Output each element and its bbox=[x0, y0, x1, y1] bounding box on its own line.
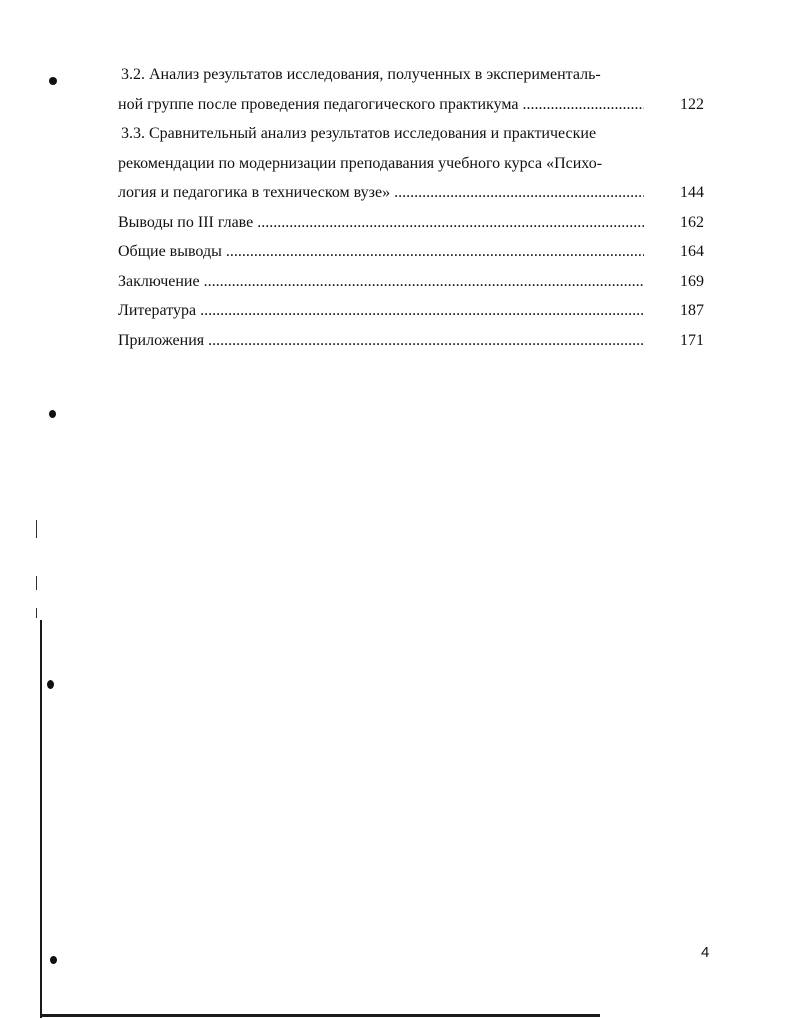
dot-leader bbox=[204, 267, 644, 297]
toc-page-number: 169 bbox=[680, 272, 704, 290]
toc-entry-line: рекомендации по модернизации преподавания учебного курса «Психо- bbox=[118, 154, 603, 172]
toc-entry-general-conclusions bbox=[118, 237, 704, 267]
toc-page-number: 162 bbox=[680, 213, 704, 231]
toc-page-number: 171 bbox=[680, 331, 704, 349]
toc-entry-literature bbox=[118, 296, 704, 326]
toc-entry-last-line bbox=[118, 90, 704, 120]
toc-entry-last-line bbox=[118, 208, 704, 238]
dot-leader bbox=[200, 296, 644, 326]
binding-hole-mark bbox=[49, 77, 57, 85]
scan-artifact bbox=[36, 576, 37, 590]
toc-entry-text: Литература bbox=[118, 302, 197, 319]
scan-artifact bbox=[36, 520, 37, 538]
toc-entry-text: логия и педагогика в техническом вузе» bbox=[118, 184, 391, 201]
dot-leader bbox=[522, 90, 644, 120]
toc-entry-text: Заключение bbox=[118, 272, 200, 290]
toc-page-number: 122 bbox=[680, 95, 704, 113]
toc-entry-text: Общие выводы bbox=[118, 243, 222, 260]
toc-entry-line: 3.3. Сравнительный анализ результатов исследования и практические bbox=[121, 125, 597, 142]
scan-artifact bbox=[36, 608, 37, 618]
binding-hole-mark bbox=[47, 680, 54, 689]
toc-entry-last-line bbox=[118, 296, 704, 326]
toc-page-number: 164 bbox=[680, 243, 704, 260]
toc-entry-conclusions-ch3 bbox=[118, 208, 704, 238]
toc-entry-3-2 bbox=[118, 60, 704, 119]
dot-leader bbox=[226, 237, 644, 267]
scan-border-bottom bbox=[40, 1014, 600, 1017]
toc-entry-last-line bbox=[118, 237, 704, 267]
toc-page-number: 187 bbox=[680, 302, 704, 319]
toc-entry-summary bbox=[118, 267, 704, 297]
toc-entry-text: ной группе после проведения педагогического практикума bbox=[118, 95, 519, 113]
dot-leader bbox=[394, 178, 644, 208]
table-of-contents bbox=[118, 60, 704, 355]
toc-entry-last-line bbox=[118, 326, 704, 356]
toc-page-number: 144 bbox=[680, 184, 704, 201]
dot-leader bbox=[257, 208, 644, 238]
toc-entry-text: Приложения bbox=[118, 331, 205, 349]
toc-entry-text: Выводы по III главе bbox=[118, 213, 254, 231]
toc-entry-3-3 bbox=[118, 119, 704, 208]
binding-hole-mark bbox=[50, 956, 57, 964]
scan-border-left bbox=[40, 620, 42, 1018]
toc-entry-line: 3.2. Анализ результатов исследования, полученных в эксперименталь- bbox=[121, 66, 601, 83]
dot-leader bbox=[208, 326, 644, 356]
toc-entry-last-line bbox=[118, 178, 704, 208]
toc-entry-last-line bbox=[118, 267, 704, 297]
page-number: 4 bbox=[701, 944, 710, 961]
toc-entry-appendices bbox=[118, 326, 704, 356]
binding-hole-mark bbox=[49, 410, 56, 418]
